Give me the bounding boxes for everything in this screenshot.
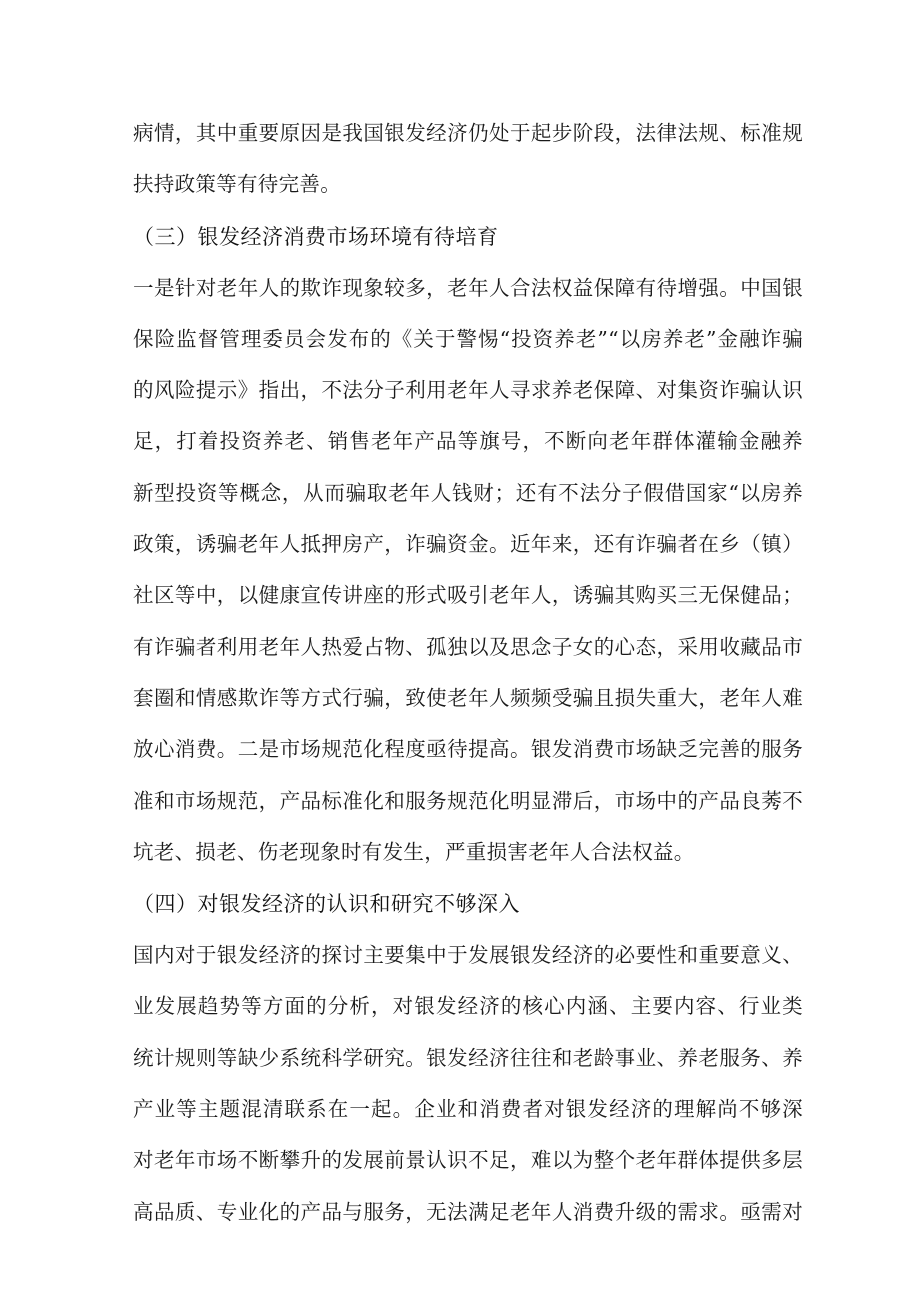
text-line: 统计规则等缺少系统科学研究。银发经济往往和老龄事业、养老服务、养: [133, 1045, 803, 1070]
text-line: 扶持政策等有待完善。: [133, 172, 341, 197]
text-line: 套圈和情感欺诈等方式行骗，致使老年人频频受骗且损失重大，老年人难: [133, 685, 803, 710]
text-line: 放心消费。二是市场规范化程度亟待提高。银发消费市场缺乏完善的服务: [133, 737, 803, 762]
text-line: 有诈骗者利用老年人热爱占物、孤独以及思念子女的心态，采用收藏品市: [133, 634, 803, 659]
text-line: 保险监督管理委员会发布的《关于警惕“投资养老”“以房养老”金融诈骗: [133, 326, 803, 351]
text-line: 一是针对老年人的欺诈现象较多，老年人合法权益保障有待增强。中国银: [133, 275, 803, 300]
paragraph-1: [133, 108, 803, 211]
text-line: 新型投资等概念，从而骗取老年人钱财；还有不法分子假借国家“以房养: [133, 480, 803, 505]
text-line: 准和市场规范，产品标准化和服务规范化明显滞后，市场中的产品良莠不: [133, 788, 803, 813]
text-line: 对老年市场不断攀升的发展前景认识不足，难以为整个老年群体提供多层: [133, 1148, 803, 1173]
text-line: 社区等中，以健康宣传讲座的形式吸引老年人，诱骗其购买三无保健品；: [133, 583, 803, 608]
text-line: 足，打着投资养老、销售老年产品等旗号，不断向老年群体灌输金融养: [133, 429, 803, 454]
text-line: 产业等主题混清联系在一起。企业和消费者对银发经济的理解尚不够深: [133, 1097, 803, 1122]
section-heading-3: （三）银发经济消费市场环境有待培育: [133, 224, 499, 249]
paragraph-2: [133, 263, 803, 879]
text-line: 业发展趋势等方面的分析，对银发经济的核心内涵、主要内容、行业类: [133, 994, 803, 1019]
text-line: 政策，诱骗老年人抵押房产，诈骗资金。近年来，还有诈骗者在乡（镇）: [133, 532, 803, 557]
paragraph-3: [133, 930, 803, 1238]
text-line: 坑老、损老、伤老现象时有发生，严重损害老年人合法权益。: [133, 839, 695, 864]
text-line: 的风险提示》指出，不法分子利用老年人寻求养老保障、对集资诈骗认识: [133, 378, 803, 403]
text-line: 高品质、专业化的产品与服务，无法满足老年人消费升级的需求。亟需对: [133, 1199, 803, 1224]
document-body: [133, 108, 803, 1238]
section-heading-4: （四）对银发经济的认识和研究不够深入: [133, 892, 520, 917]
text-line: 国内对于银发经济的探讨主要集中于发展银发经济的必要性和重要意义、: [133, 943, 803, 968]
text-line: 病情，其中重要原因是我国银发经济仍处于起步阶段，法律法规、标准规: [133, 121, 803, 145]
